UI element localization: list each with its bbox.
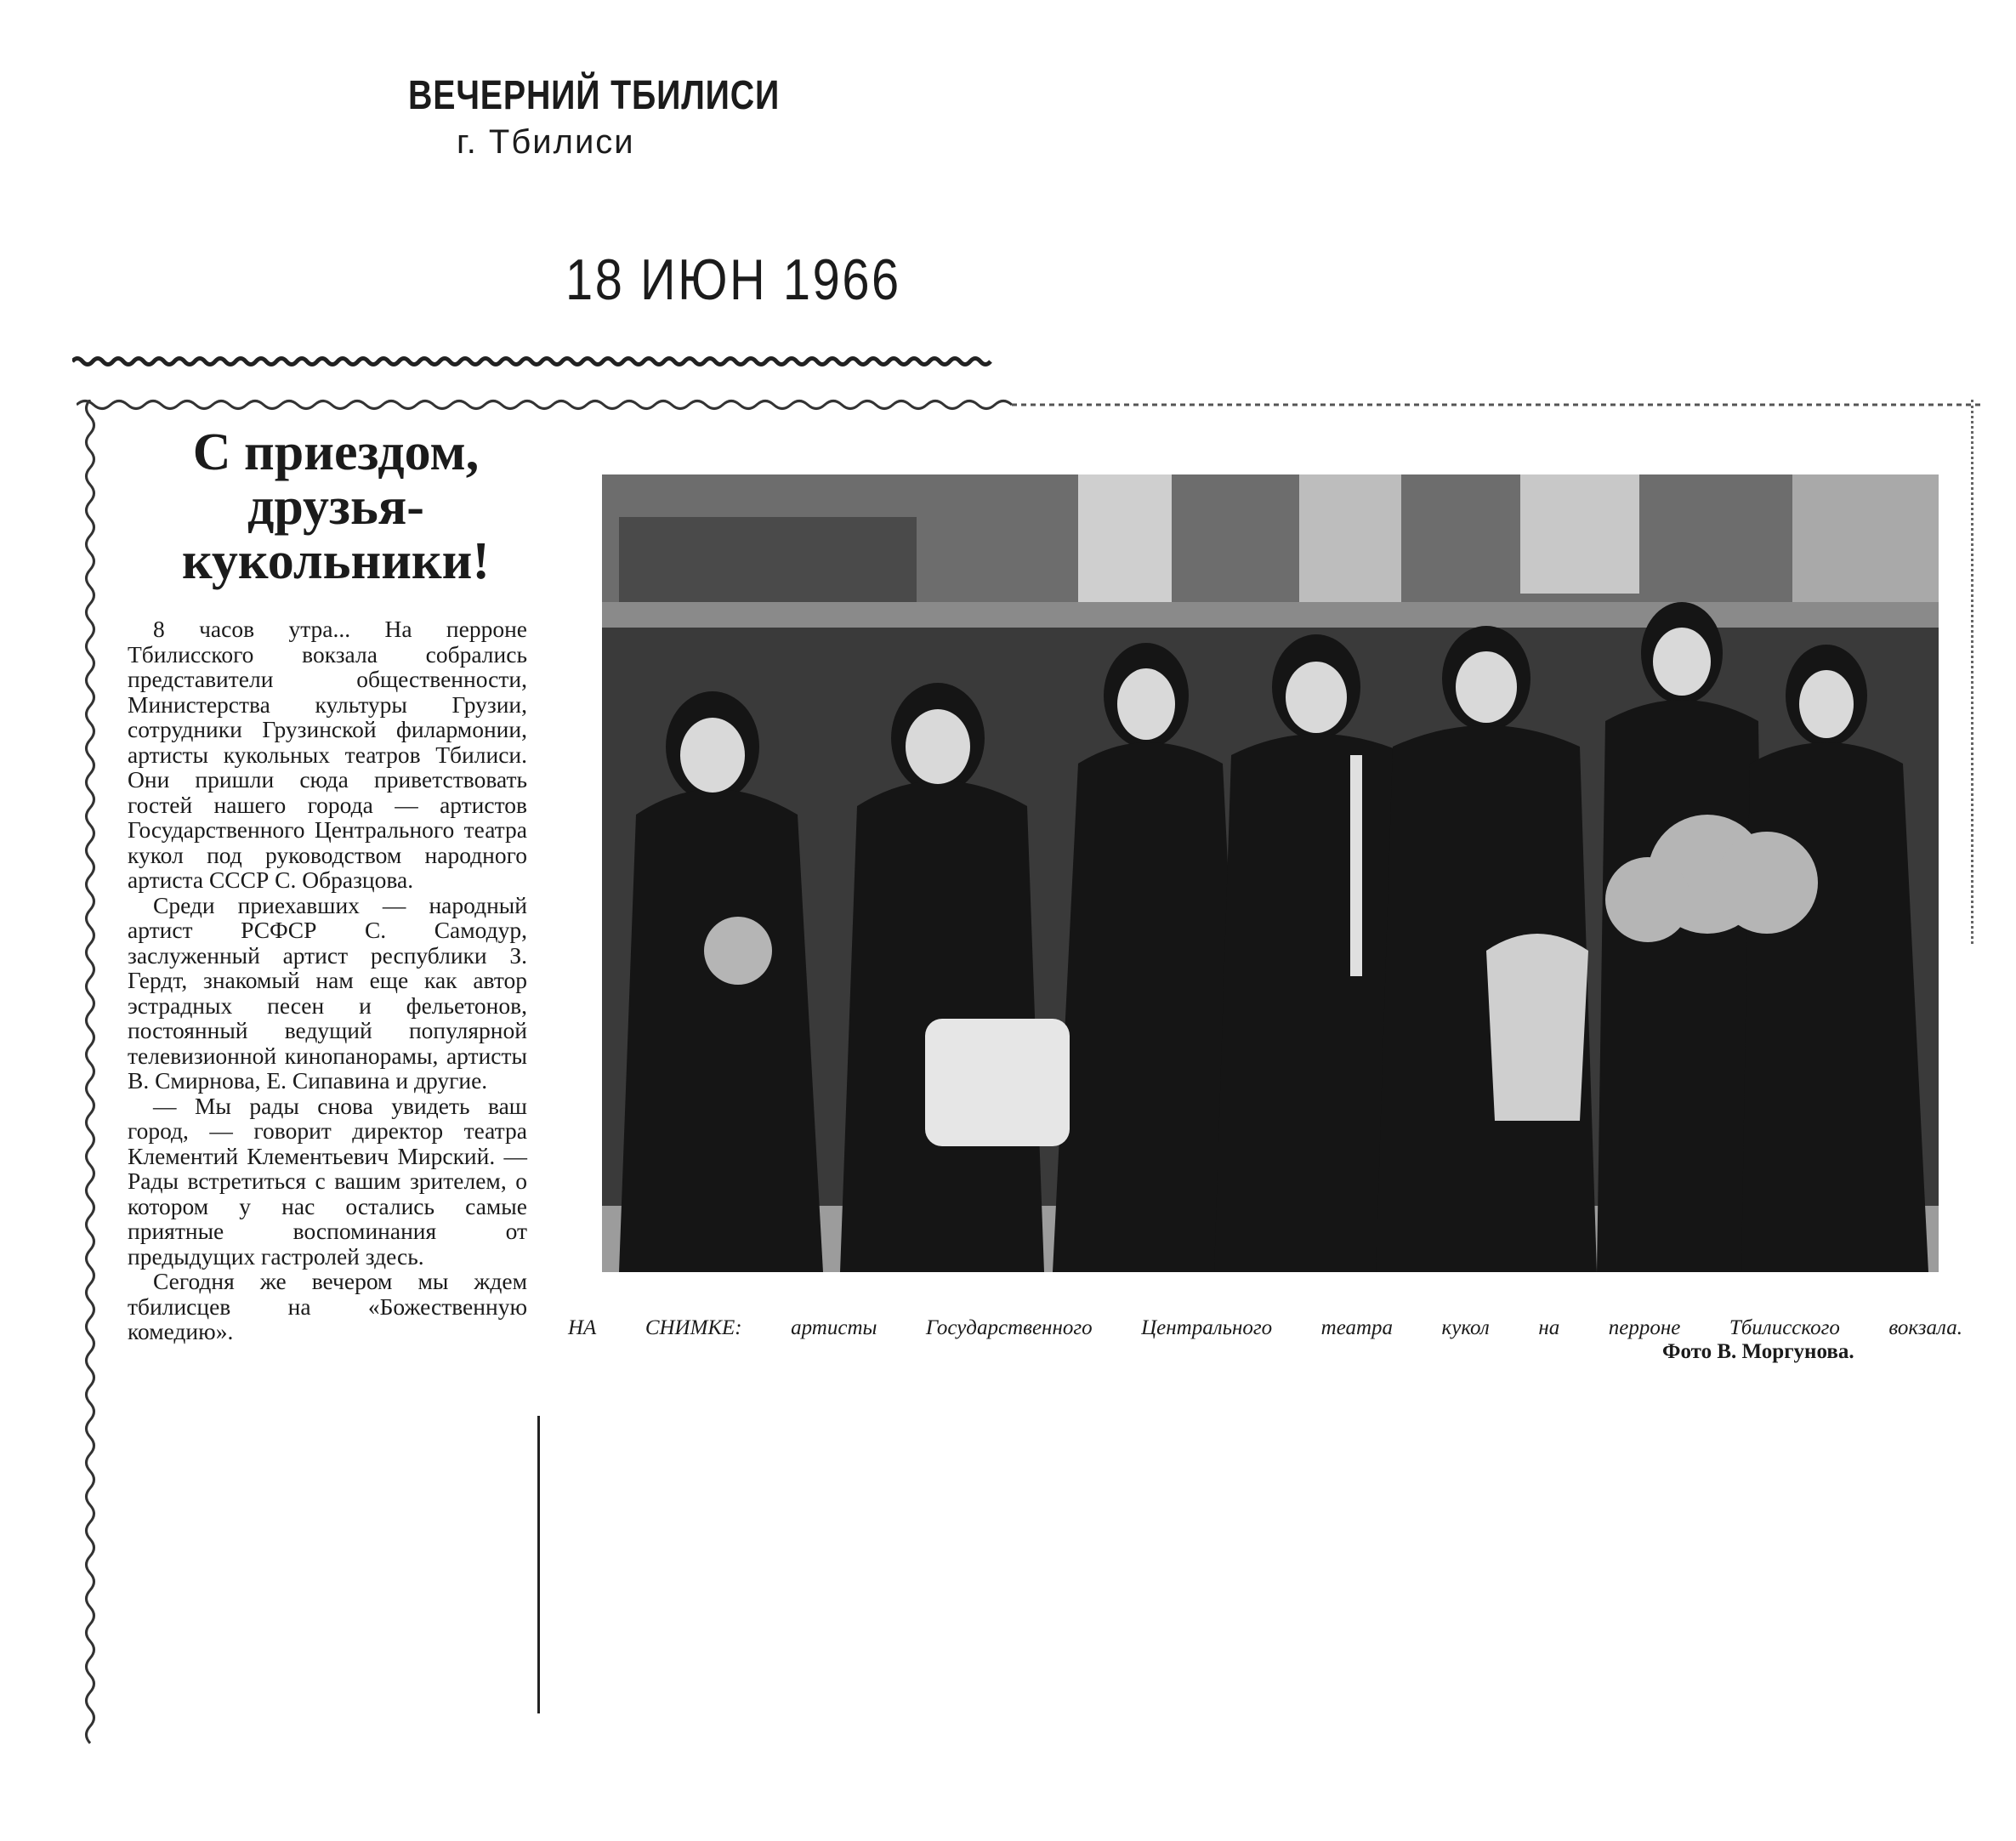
- photo-credit: Фото В. Моргунова.: [1662, 1340, 1854, 1363]
- article-paragraph: 8 часов утра... На перроне Тбилисского вокзала собрались представители общественности, Министерства культуры Грузии, сотрудники Грузинской филармонии, артисты кукольных театров Тбилиси. Они пришли сюда приветствовать гостей нашего города — артистов Государственного Центрального театра кукол под руководством народного артиста СССР С. Образцова.: [128, 616, 527, 893]
- column-rule: [537, 1416, 540, 1713]
- frame-right-border: [1971, 400, 1982, 944]
- article-paragraph: Сегодня же вечером мы ждем тбилисцев на «Божественную комедию».: [128, 1268, 527, 1344]
- headline-line: С приездом,: [192, 423, 480, 481]
- date-stamp: 18 ИЮН 1966: [565, 247, 901, 312]
- newspaper-stamp: ВЕЧЕРНИЙ ТБИЛИСИ: [408, 73, 781, 118]
- article-paragraph: Среди приехавших — народный артист РСФСР С. Самодур, заслуженный артист республики З. Гердт, знакомый нам еще как автор эстрадных песен и фельетонов, постоянный ведущий популярной телевизионной кинопанорамы, артисты В. Смирнова, Е. Сипавина и другие.: [128, 891, 527, 1094]
- article-paragraph: — Мы рады снова увидеть ваш город, — говорит директор театра Клементий Клементьевич Мирский. — Рады встретиться с вашим зрителем, о котором у нас остались самые приятные воспоминания от предыдущих гастролей здесь.: [128, 1092, 527, 1270]
- headline-line: друзья-: [247, 478, 424, 536]
- cut-line: [72, 355, 995, 367]
- frame-left-border: [81, 400, 99, 1752]
- article-headline: [128, 425, 544, 588]
- frame-top-border: [77, 395, 1981, 414]
- city-stamp: г. Тбилиси: [457, 123, 635, 161]
- headline-line: кукольники!: [181, 532, 491, 590]
- photo-caption: НА СНИМКЕ: артисты Государственного Центрального театра кукол на перроне Тбилисского вокзала.: [568, 1316, 1962, 1339]
- article-body: [128, 617, 527, 1344]
- news-photo: [602, 474, 1939, 1272]
- photo-image: [602, 474, 1939, 1272]
